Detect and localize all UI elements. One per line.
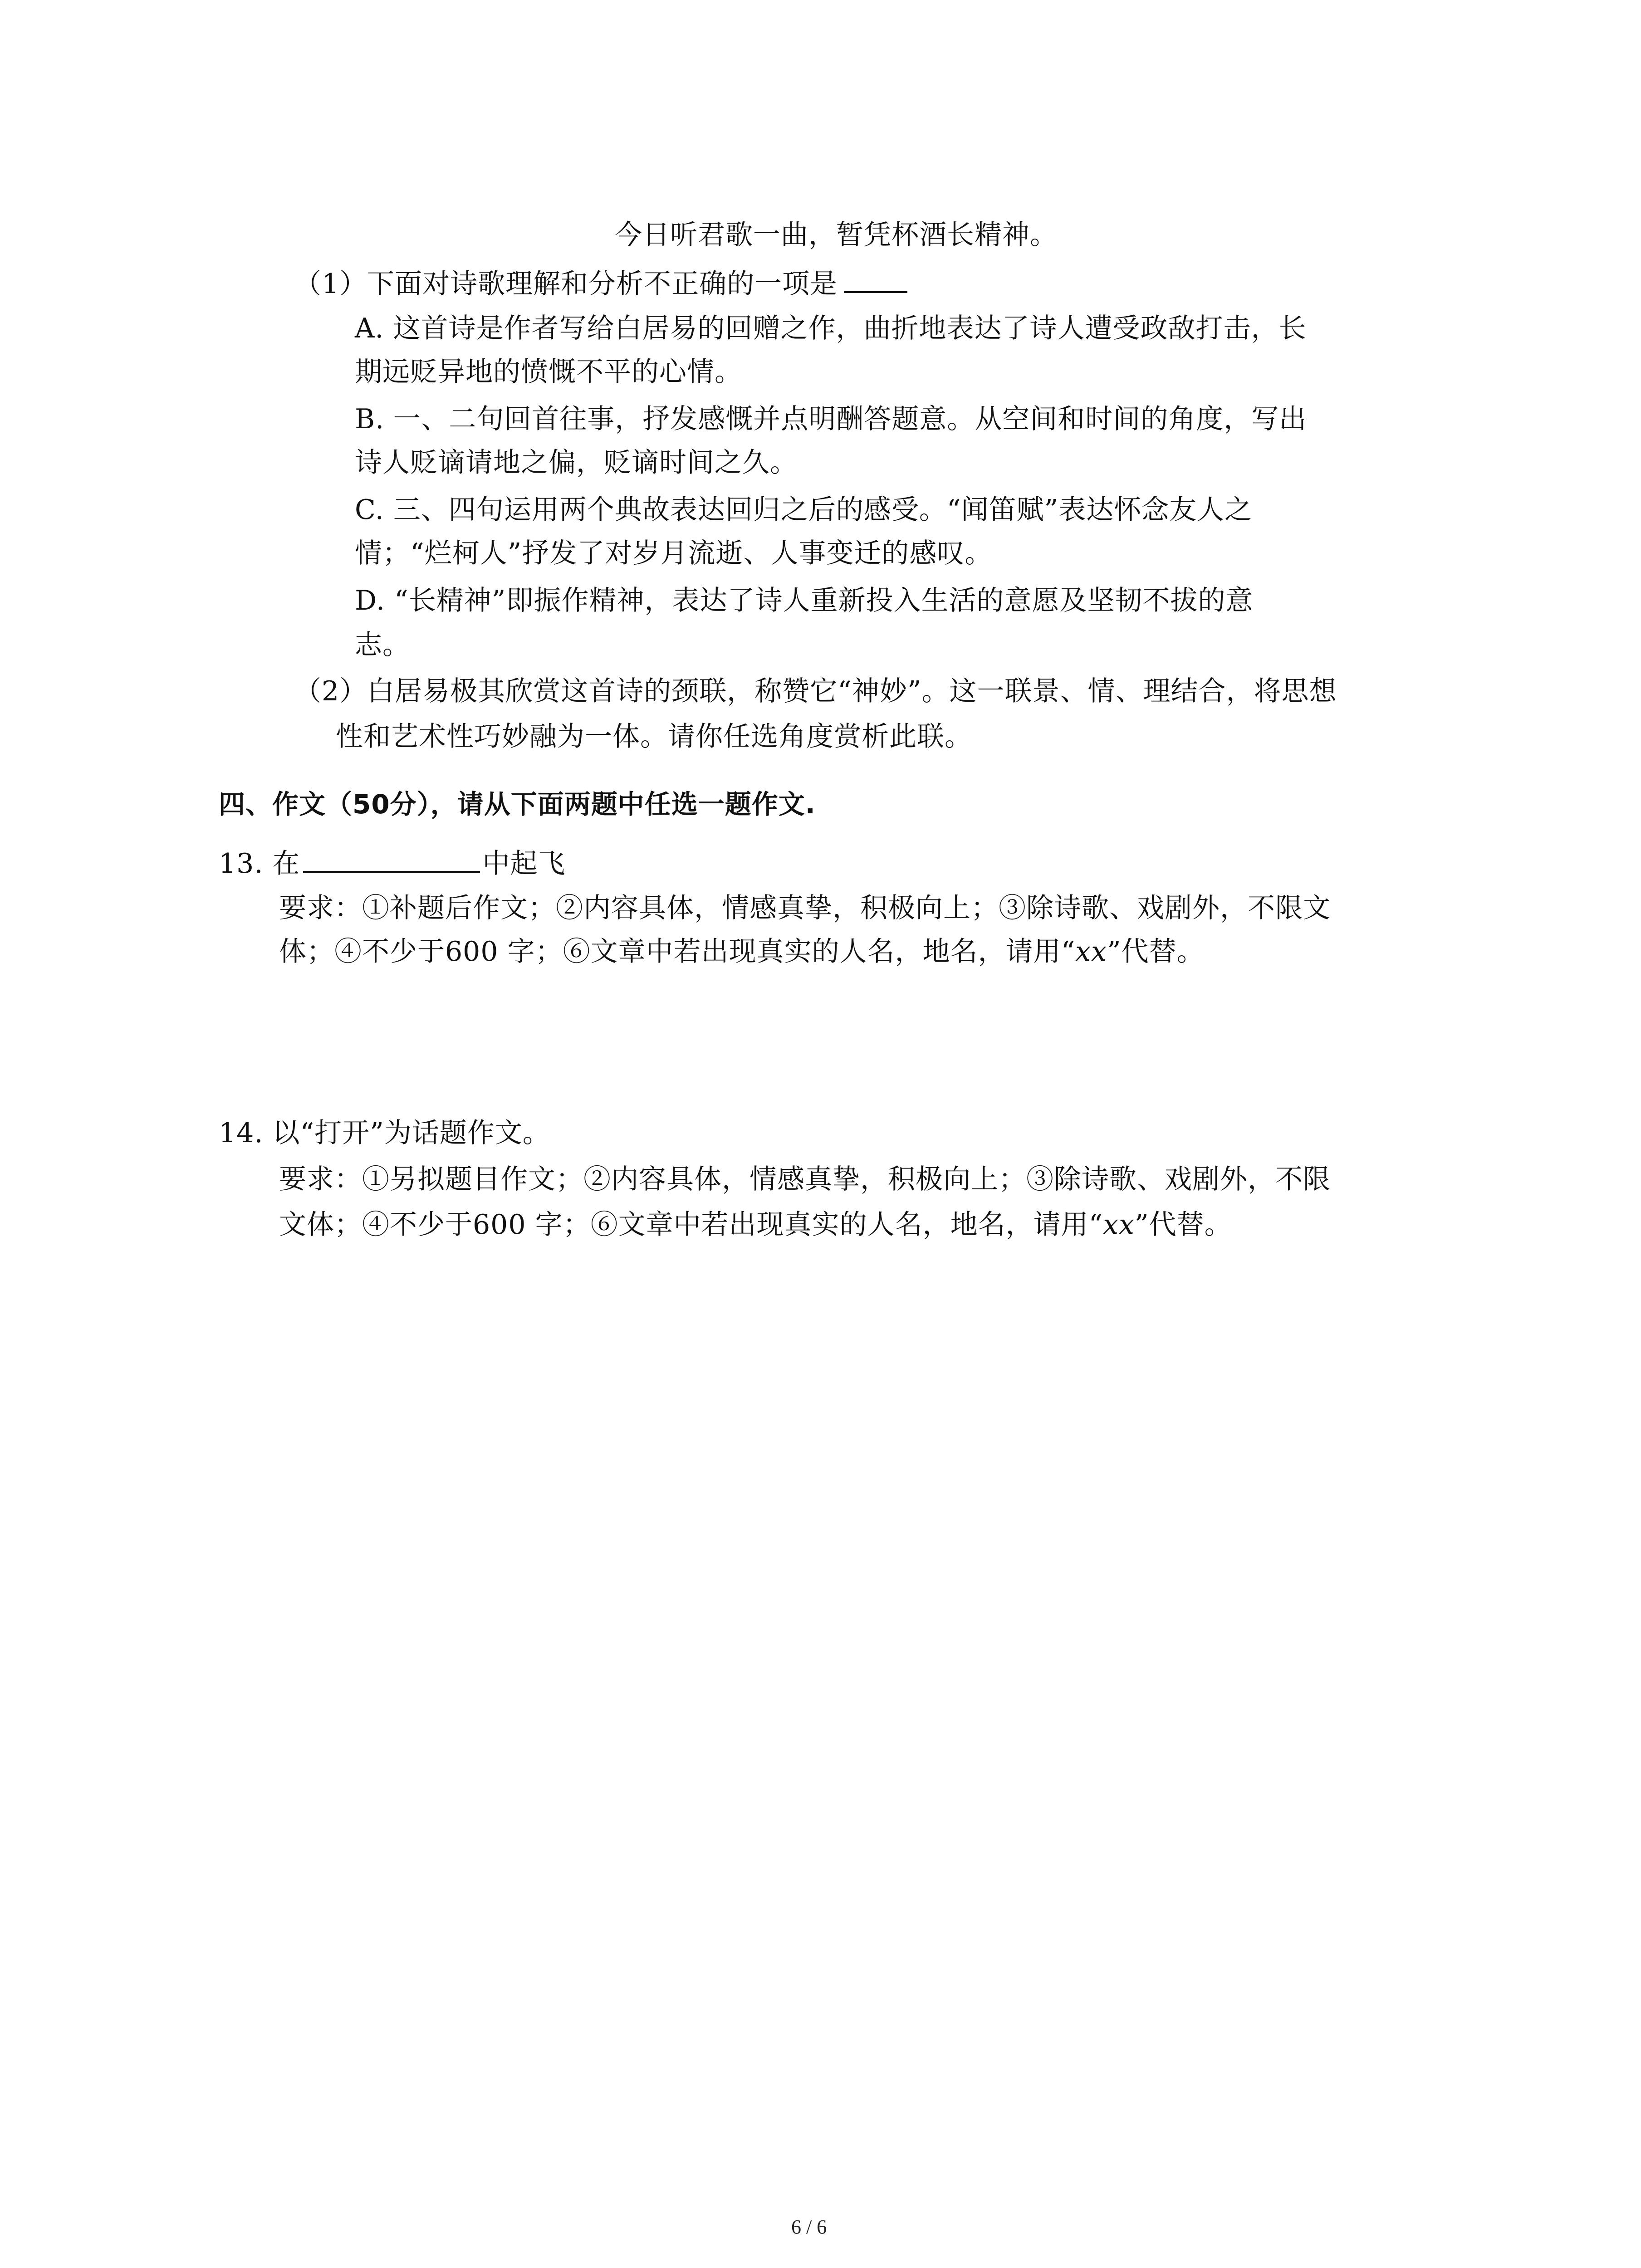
question-14-req-line2-after: ”代替。 (1134, 1209, 1232, 1241)
option-d-line2: 志。 (355, 629, 410, 661)
question-13-req-line2-after: ”代替。 (1107, 936, 1205, 968)
question-13-suffix: 中起飞 (482, 848, 566, 880)
question-13-req-line2 (279, 936, 1205, 968)
option-b-line2: 诗人贬谪请地之偏，贬谪时间之久。 (355, 447, 798, 479)
title-blank (303, 847, 480, 873)
question-14-req-line2 (279, 1209, 1232, 1241)
answer-blank (844, 268, 907, 293)
question-2-line1: （2）白居易极其欣赏这首诗的颈联，称赞它“神妙”。这一联景、情、理结合，将思想 (294, 675, 1337, 707)
question-2-line2: 性和艺术性巧妙融为一体。请你任选角度赏析此联。 (336, 721, 972, 753)
question-13-title (219, 847, 566, 880)
question-14-req-line2-before: 文体；④不少于600 字；⑥文章中若出现真实的人名，地名，请用“ (279, 1209, 1103, 1241)
option-c-line2: 情；“烂柯人”抒发了对岁月流逝、人事变迁的感叹。 (355, 538, 993, 569)
placeholder-xx: xx (1075, 936, 1107, 968)
question-13-req-line2-before: 体；④不少于600 字；⑥文章中若出现真实的人名，地名，请用“ (279, 936, 1076, 968)
option-a-line1: A. 这首诗是作者写给白居易的回赠之作，曲折地表达了诗人遭受政敌打击，长 (355, 313, 1307, 344)
question-1-stem-text: （1）下面对诗歌理解和分析不正确的一项是 (294, 268, 838, 300)
page-number: 6 / 6 (791, 2216, 827, 2238)
poem-line: 今日听君歌一曲，暂凭杯酒长精神。 (615, 219, 1058, 251)
question-14-req-line1: 要求：①另拟题目作文；②内容具体，情感真挚，积极向上；③除诗歌、戏剧外，不限 (279, 1163, 1331, 1195)
question-13-req-line1: 要求：①补题后作文；②内容具体，情感真挚，积极向上；③除诗歌、戏剧外，不限文 (279, 892, 1331, 924)
option-b-line1: B. 一、二句回首往事，抒发感慨并点明酬答题意。从空间和时间的角度，写出 (355, 403, 1307, 435)
option-c-line1: C. 三、四句运用两个典故表达回归之后的感受。“闻笛赋”表达怀念友人之 (355, 494, 1253, 526)
section-heading: 四、作文（50分），请从下面两题中任选一题作文. (219, 789, 816, 820)
question-1-stem (294, 268, 907, 298)
placeholder-xx: xx (1103, 1209, 1135, 1241)
option-d-line1: D. “长精神”即振作精神，表达了诗人重新投入生活的意愿及坚韧不拔的意 (355, 585, 1254, 616)
question-13-prefix: 13. 在 (219, 848, 300, 880)
question-14-title: 14. 以“打开”为话题作文。 (219, 1117, 550, 1149)
option-a-line2: 期远贬异地的愤慨不平的心情。 (355, 356, 742, 388)
